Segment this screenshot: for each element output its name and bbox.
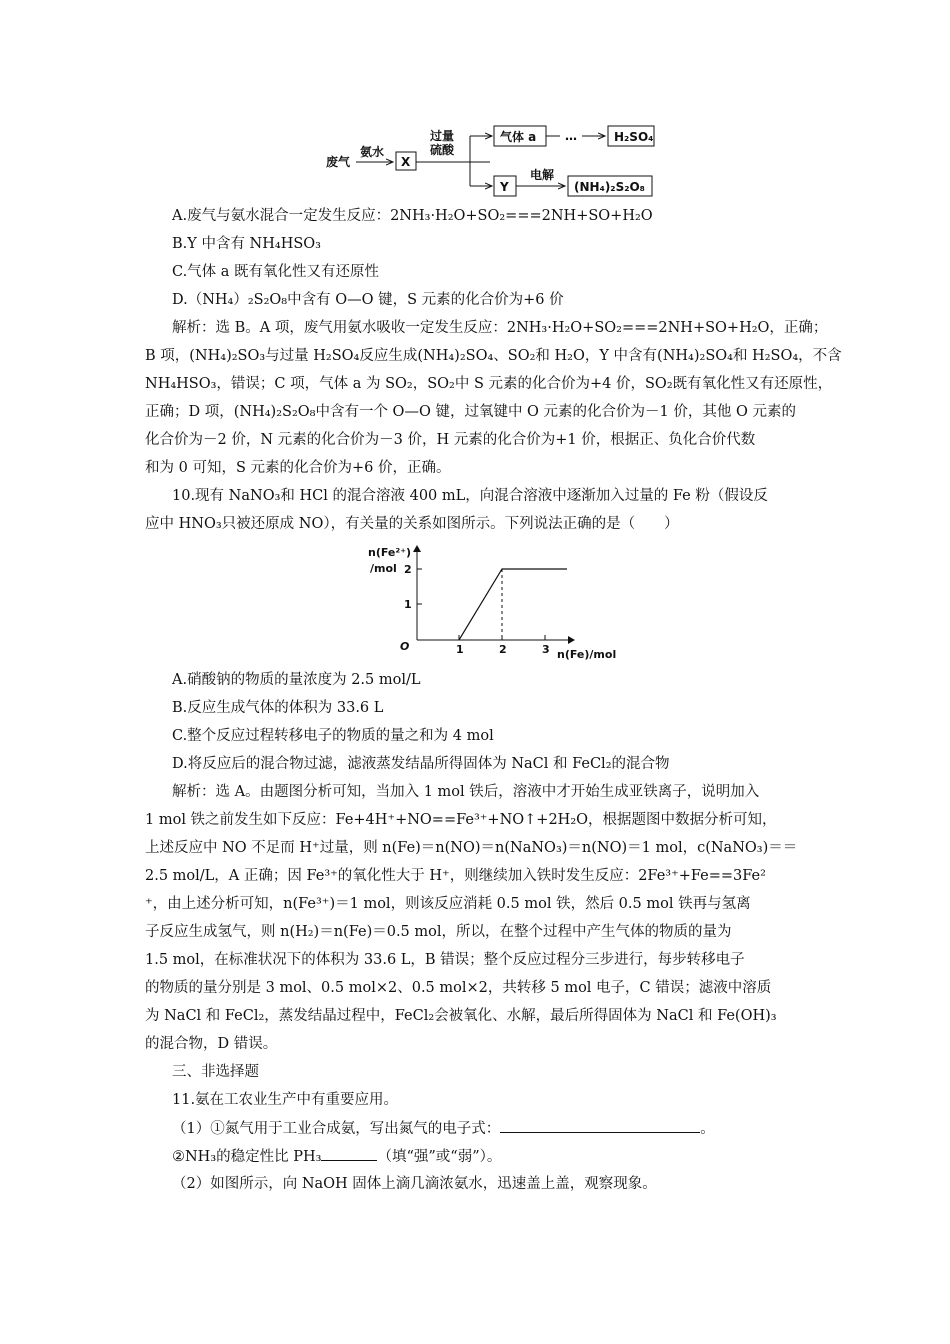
- dots-label: …: [565, 129, 577, 143]
- q9-option-d: D.（NH₄）₂S₂O₈中含有 O—O 键，S 元素的化合价为+6 价: [172, 292, 564, 308]
- q10-analysis-line: 的混合物，D 错误。: [145, 1036, 278, 1052]
- q9-option-c: C.气体 a 既有氧化性又有还原性: [172, 264, 380, 280]
- y-axis-label: n(Fe²⁺): [368, 546, 412, 559]
- fe-ion-graph: [362, 540, 632, 665]
- electrolysis-label: 电解: [530, 168, 555, 182]
- excess-label: 过量: [430, 129, 455, 143]
- gas-a-label: 气体 a: [500, 130, 537, 144]
- q10-option-c: C.整个反应过程转移电子的物质的量之和为 4 mol: [172, 728, 494, 744]
- ammonia-water-label: 氨水: [360, 145, 385, 159]
- q11-part2: （2）如图所示，向 NaOH 固体上滴几滴浓氨水，迅速盖上盖，观察现象。: [172, 1176, 657, 1192]
- data-line: [459, 569, 567, 640]
- sulfuric-acid-label: 硫酸: [430, 143, 455, 157]
- q10-option-a: A.硝酸钠的物质的量浓度为 2.5 mol/L: [172, 672, 421, 688]
- origin-label: O: [400, 640, 410, 653]
- q10-analysis-line: 的物质的量分别是 3 mol、0.5 mol×2、0.5 mol×2，共转移 5 mol 电子，C 错误；滤液中溶质: [145, 980, 772, 996]
- q10-analysis-line: 1 mol 铁之前发生如下反应：Fe+4H⁺+NO==Fe³⁺+NO↑+2H₂O，根据题图中数据分析可知，: [145, 812, 777, 828]
- q11-part1b-prefix: ②NH₃的稳定性比 PH₃: [172, 1149, 322, 1165]
- q9-analysis-line: 解析：选 B。A 项，废气用氨水吸收一定发生反应：2NH₃·H₂O+SO₂===2NH+SO+H₂O，正确；: [172, 320, 828, 336]
- q10-analysis-line: ⁺，由上述分析可知，n(Fe³⁺)＝1 mol，则该反应消耗 0.5 mol 铁，然后 0.5 mol 铁再与氢离: [145, 896, 751, 912]
- q9-analysis-line: 正确；D 项，(NH₄)₂S₂O₈中含有一个 O—O 键，过氧键中 O 元素的化合价为－1 价，其他 O 元素的: [145, 404, 796, 420]
- q9-analysis-line: 化合价为－2 价，N 元素的化合价为－3 价，H 元素的化合价为+1 价，根据正、负化合价代数: [145, 432, 756, 448]
- h2so4-label: H₂SO₄: [614, 130, 654, 144]
- q9-option-b: B.Y 中含有 NH₄HSO₃: [172, 236, 321, 252]
- q10-stem-line: 10.现有 NaNO₃和 HCl 的混合溶液 400 mL，向混合溶液中逐渐加入过量的 Fe 粉（假设反: [172, 488, 768, 504]
- q10-option-d: D.将反应后的混合物过滤，滤液蒸发结晶所得固体为 NaCl 和 FeCl₂的混合物: [172, 756, 670, 772]
- process-flow-diagram: [320, 118, 670, 198]
- q10-option-b: B.反应生成气体的体积为 33.6 L: [172, 700, 384, 716]
- q10-analysis-line: 2.5 mol/L，A 正确；因 Fe³⁺的氧化性大于 H⁺，则继续加入铁时发生反应：2Fe³⁺+Fe==3Fe²: [145, 868, 766, 884]
- x-box-label: X: [401, 155, 411, 169]
- q9-analysis-line: 和为 0 可知，S 元素的化合价为+6 价，正确。: [145, 460, 451, 476]
- q10-analysis-line: 解析：选 A。由题图分析可知，当加入 1 mol 铁后，溶液中才开始生成亚铁离子，说明加入: [172, 784, 760, 800]
- q9-analysis-line: NH₄HSO₃，错误；C 项，气体 a 为 SO₂，SO₂中 S 元素的化合价为+4 价，SO₂既有氧化性又有还原性，: [145, 376, 833, 392]
- x-tick-label: 3: [542, 643, 550, 656]
- x-tick-label: 2: [499, 643, 507, 656]
- q10-analysis-line: 上述反应中 NO 不足而 H⁺过量，则 n(Fe)＝n(NO)＝n(NaNO₃)＝n(NO)＝1 mol，c(NaNO₃)＝＝: [145, 840, 798, 856]
- q9-analysis-line: B 项，(NH₄)₂SO₃与过量 H₂SO₄反应生成(NH₄)₂SO₄、SO₂和 H₂O，Y 中含有(NH₄)₂SO₄和 H₂SO₄，不含: [145, 348, 842, 364]
- y-tick-label: 2: [404, 563, 412, 576]
- q10-analysis-line: 为 NaCl 和 FeCl₂，蒸发结晶过程中，FeCl₂会被氧化、水解，最后所得固体为 NaCl 和 Fe(OH)₃: [145, 1008, 777, 1024]
- q11-part1a: [172, 1118, 715, 1139]
- q11-part1a-suffix: 。: [700, 1121, 715, 1137]
- q11-part1b: [172, 1146, 501, 1167]
- product-label: (NH₄)₂S₂O₈: [574, 180, 645, 194]
- x-tick-label: 1: [456, 643, 464, 656]
- y-axis-unit: /mol: [370, 562, 397, 575]
- q10-analysis-line: 1.5 mol，在标准状况下的体积为 33.6 L，B 错误；整个反应过程分三步进行，每步转移电子: [145, 952, 745, 968]
- x-axis-label: n(Fe)/mol: [557, 648, 617, 661]
- answer-blank[interactable]: [500, 1118, 700, 1133]
- section-heading: 三、非选择题: [172, 1064, 259, 1080]
- q10-stem-line: 应中 HNO₃只被还原成 NO），有关量的关系如图所示。下列说法正确的是（ ）: [145, 516, 679, 532]
- waste-gas-label: 废气: [326, 155, 351, 169]
- q10-analysis-line: 子反应生成氢气，则 n(H₂)＝n(Fe)＝0.5 mol，所以，在整个过程中产生气体的物质的量为: [145, 924, 732, 940]
- y-tick-label: 1: [404, 598, 412, 611]
- q11-part1b-suffix: （填“强”或“弱”）。: [377, 1149, 502, 1165]
- q11-part1a-prefix: （1）①氮气用于工业合成氨，写出氮气的电子式：: [172, 1121, 501, 1137]
- y-box-label: Y: [500, 180, 509, 194]
- q11-stem: 11.氨在工农业生产中有重要应用。: [172, 1092, 399, 1108]
- q9-option-a: A.废气与氨水混合一定发生反应：2NH₃·H₂O+SO₂===2NH+SO+H₂O: [172, 208, 653, 224]
- answer-blank[interactable]: [321, 1146, 377, 1161]
